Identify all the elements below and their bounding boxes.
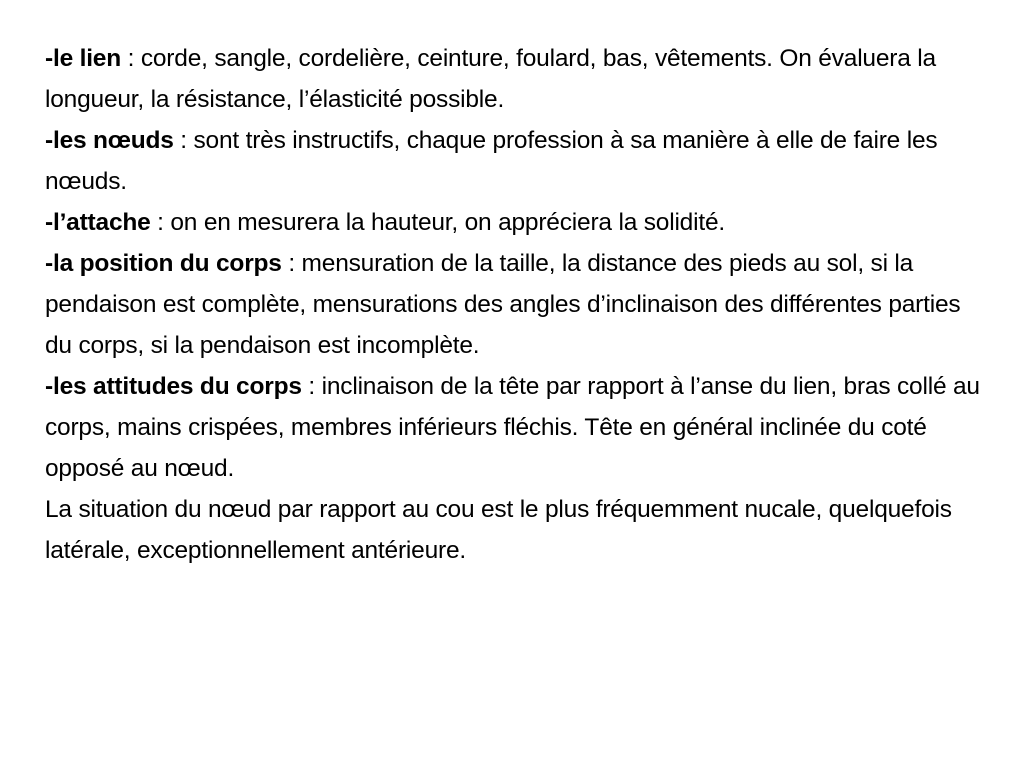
term-lien: -le lien (45, 45, 122, 72)
text-situation-noeud: La situation du nœud par rapport au cou est le plus fréquemment nucale, quelquefois latérale, exceptionnellement antérieure. (45, 496, 952, 564)
paragraph-attache (45, 202, 985, 243)
paragraph-position-corps (45, 243, 985, 366)
paragraph-lien (45, 38, 985, 120)
term-attitudes-corps: -les attitudes du corps (45, 373, 302, 400)
paragraph-attitudes-corps (45, 366, 985, 489)
paragraph-situation-noeud (45, 489, 985, 571)
text-lien: : corde, sangle, cordelière, ceinture, foulard, bas, vêtements. On évaluera la longueur, la résistance, l’élasticité possible. (45, 45, 936, 113)
text-attache: : on en mesurera la hauteur, on appréciera la solidité. (150, 209, 725, 236)
term-position-corps: -la position du corps (45, 250, 282, 277)
term-noeuds: -les nœuds (45, 127, 174, 154)
term-attache: -l’attache (45, 209, 151, 236)
text-noeuds: : sont très instructifs, chaque profession à sa manière à elle de faire les nœuds. (45, 127, 938, 195)
paragraph-noeuds (45, 120, 985, 202)
text-position-corps: : mensuration de la taille, la distance des pieds au sol, si la pendaison est complète, mensurations des angles d’inclinaison des différentes parties du corps, si la pendaison est incomplète. (45, 250, 961, 359)
slide-body (45, 38, 985, 571)
text-attitudes-corps: : inclinaison de la tête par rapport à l’anse du lien, bras collé au corps, mains crispées, membres inférieurs fléchis. Tête en général inclinée du coté opposé au nœud. (45, 373, 980, 482)
